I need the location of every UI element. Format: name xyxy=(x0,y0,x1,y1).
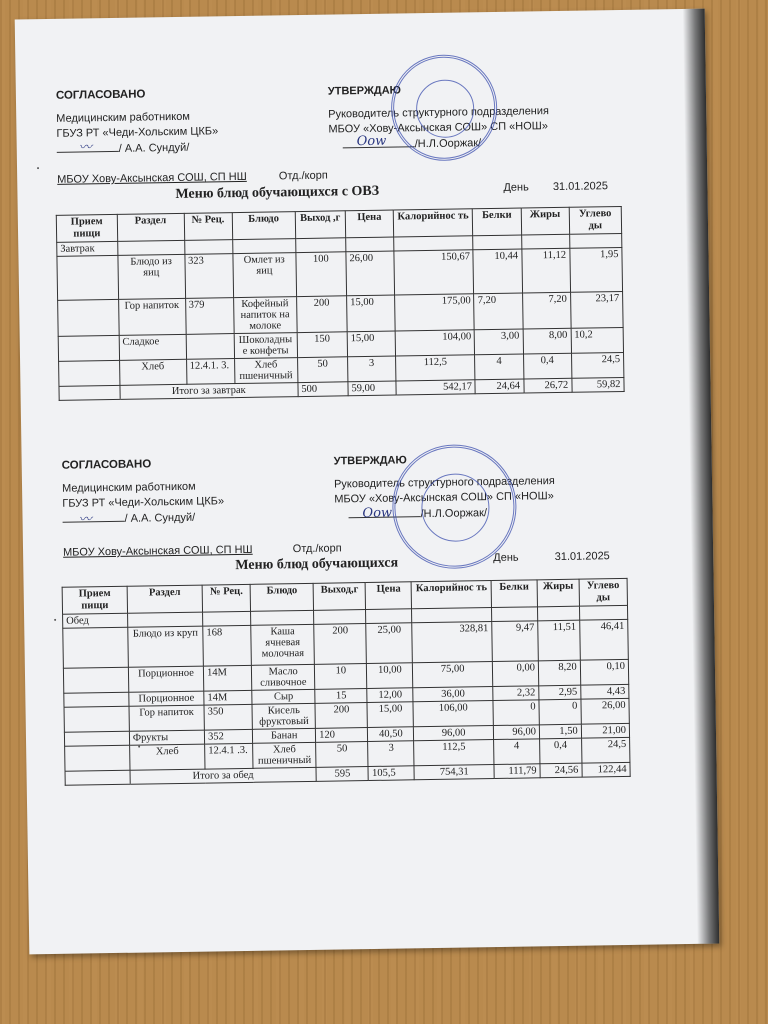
table-cell: 24,5 xyxy=(571,352,624,378)
signature-mark: 〰 xyxy=(78,140,92,156)
table-cell: Масло сливочное xyxy=(252,664,315,690)
col-header: № Рец. xyxy=(184,213,232,241)
col-header: Прием пищи xyxy=(56,214,117,242)
table-cell: 24,5 xyxy=(581,737,630,763)
table-cell: 323 xyxy=(184,254,233,299)
table-cell: 10,2 xyxy=(571,327,624,353)
director-signature-mark: Ооw xyxy=(356,133,387,150)
scan-speck xyxy=(37,167,39,169)
table-cell: 200 xyxy=(314,624,367,665)
table-cell: 379 xyxy=(185,298,234,335)
table-cell: 542,17 xyxy=(396,380,476,395)
table-cell: 122,44 xyxy=(582,762,630,777)
scan-shadow-edge xyxy=(683,9,720,944)
table-cell: 12.4.1. 3. xyxy=(186,359,234,385)
table-cell: 150 xyxy=(297,332,348,358)
table-cell: 0 xyxy=(539,699,581,725)
table-cell: 200 xyxy=(296,296,347,333)
document-sheet xyxy=(15,9,720,955)
table-cell: 3 xyxy=(348,356,396,382)
table-cell: 104,00 xyxy=(395,330,475,356)
col-header: Белки xyxy=(491,580,537,608)
table-cell: 3 xyxy=(368,741,414,767)
table-cell: Порционное xyxy=(128,666,204,692)
table-cell xyxy=(64,731,129,746)
menu-section-general xyxy=(61,449,662,782)
agreed-title: СОГЛАСОВАНО xyxy=(55,88,146,102)
table-cell xyxy=(65,745,130,771)
table-cell: 0,4 xyxy=(523,353,571,379)
table-cell xyxy=(58,299,119,336)
table-cell: 7,20 xyxy=(522,292,571,329)
table-cell: 26,00 xyxy=(581,698,630,724)
table-cell: 26,00 xyxy=(346,251,395,296)
col-header: Углево ды xyxy=(579,578,628,606)
table-cell xyxy=(59,360,120,386)
table-cell xyxy=(57,255,118,300)
table-cell: 0,00 xyxy=(492,661,538,687)
total-label: Итого за завтрак xyxy=(120,383,298,400)
table-cell xyxy=(58,335,119,361)
approve-line2: МБОУ «Хову-Аксынская СОШ» СП «НОШ» xyxy=(328,120,549,136)
table-cell: 328,81 xyxy=(412,622,492,663)
table-cell: 10 xyxy=(315,664,368,690)
table-cell: 8,00 xyxy=(523,328,571,354)
table-cell: Гор напиток xyxy=(118,298,185,335)
table-cell: 0,10 xyxy=(580,659,629,685)
col-header: Прием пищи xyxy=(62,586,127,614)
day-line xyxy=(493,550,610,564)
table-cell: 96,00 xyxy=(493,725,539,740)
day-label: День xyxy=(503,181,529,194)
col-header: Калорийнос ть xyxy=(393,209,473,237)
table-cell: 11,12 xyxy=(521,248,570,293)
school-line xyxy=(57,170,328,186)
table-cell: 1,50 xyxy=(539,724,581,739)
table-cell: 0,4 xyxy=(540,738,582,764)
table-cell: 3,00 xyxy=(475,329,523,355)
school-name: МБОУ Хову-Аксынская СОШ, СП НШ xyxy=(57,170,247,186)
table-cell: 10,44 xyxy=(473,249,522,294)
table-cell: Хлеб пшеничный xyxy=(234,358,298,384)
table-cell: 15,00 xyxy=(367,702,413,728)
table-cell: 0 xyxy=(493,700,539,726)
table-cell: 23,17 xyxy=(570,291,623,328)
menu-title: Меню блюд обучающихся xyxy=(235,555,399,574)
col-header: Калорийнос ть xyxy=(412,581,492,609)
table-cell xyxy=(186,334,234,360)
table-cell: 15,00 xyxy=(347,331,395,357)
approve-sign: /Н.Л.Ооржак/ xyxy=(414,137,482,151)
agreed-title: СОГЛАСОВАНО xyxy=(61,458,152,472)
approve-sign: /Н.Л.Ооржак/ xyxy=(420,507,488,521)
table-cell: 12.4.1 .3. xyxy=(205,743,253,769)
agreed-line1: Медицинским работником xyxy=(56,110,190,125)
table-cell: Хлеб пшеничный xyxy=(253,742,316,768)
col-header: Углево ды xyxy=(569,206,622,234)
table-cell: 168 xyxy=(203,625,252,666)
menu-table xyxy=(62,578,631,786)
table-cell: Хлеб xyxy=(119,359,186,385)
table-cell: 111,79 xyxy=(494,764,540,779)
approve-title: УТВЕРЖДАЮ xyxy=(333,454,407,468)
round-stamp xyxy=(391,444,517,570)
col-header: Цена xyxy=(345,210,393,238)
table-cell: 106,00 xyxy=(413,701,493,727)
table-cell: 14М xyxy=(204,665,252,691)
table-cell xyxy=(63,627,128,668)
table-cell: Сыр xyxy=(252,689,315,704)
menu-date: 31.01.2025 xyxy=(554,550,610,564)
table-cell: 9,47 xyxy=(492,621,539,662)
table-cell: 100 xyxy=(296,252,347,297)
agreed-line2: ГБУЗ РТ «Чеди-Хольским ЦКБ» xyxy=(56,125,219,140)
col-header: Цена xyxy=(366,582,412,610)
table-cell: 26,72 xyxy=(523,378,571,393)
col-header: Жиры xyxy=(521,207,569,235)
table-cell: 11,51 xyxy=(538,620,580,661)
meal-label: Обед xyxy=(63,613,128,628)
scan-speck xyxy=(54,619,56,621)
table-cell: 4 xyxy=(494,739,540,765)
col-header: Раздел xyxy=(117,213,184,241)
table-cell: Шоколадны е конфеты xyxy=(234,333,298,359)
table-cell: 595 xyxy=(316,767,368,782)
menu-section-ovz xyxy=(55,79,656,398)
table-cell: 175,00 xyxy=(395,294,475,331)
table-cell: 14М xyxy=(204,690,252,705)
menu-date: 31.01.2025 xyxy=(552,180,609,194)
table-cell: 105,5 xyxy=(368,766,414,781)
table-cell: Фрукты xyxy=(129,730,205,745)
table-cell xyxy=(63,667,128,693)
table-cell: Банан xyxy=(253,728,316,743)
table-cell: 150,67 xyxy=(394,250,474,295)
agreed-line1: Медицинским работником xyxy=(61,480,196,495)
table-cell: 75,00 xyxy=(413,662,493,688)
approve-line2: МБОУ «Хову-Аксынская СОШ» СП «НОШ» xyxy=(334,490,554,506)
signature-mark: 〰 xyxy=(78,512,92,528)
table-cell: Каша ячневая молочная xyxy=(251,624,315,665)
table-cell: Порционное xyxy=(129,691,205,706)
table-cell: 200 xyxy=(315,703,368,729)
scan-speck xyxy=(138,746,140,748)
total-label: Итого за обед xyxy=(130,767,317,784)
table-cell: Блюдо из яиц xyxy=(118,254,186,299)
table-cell: Блюдо из круп xyxy=(128,626,204,667)
col-header: Раздел xyxy=(127,585,203,613)
col-header: Блюдо xyxy=(232,212,296,240)
table-cell: 25,00 xyxy=(366,623,413,664)
approve-title: УТВЕРЖДАЮ xyxy=(327,84,402,98)
col-header: № Рец. xyxy=(202,584,251,612)
table-cell: 59,82 xyxy=(572,377,625,392)
table-cell: 4 xyxy=(475,354,523,380)
table-cell: 754,31 xyxy=(414,765,494,780)
col-header: Белки xyxy=(473,208,521,236)
table-cell: 50 xyxy=(316,742,369,768)
table-cell: 112,5 xyxy=(414,740,494,766)
col-header: Жиры xyxy=(537,579,579,607)
meal-label: Завтрак xyxy=(57,241,118,256)
table-cell: 59,00 xyxy=(348,381,396,396)
table-cell: Гор напиток xyxy=(129,705,205,731)
table-cell: 21,00 xyxy=(581,723,629,738)
otd-label: Отд./корп xyxy=(278,169,328,183)
table-cell: 24,64 xyxy=(475,379,523,394)
table-cell xyxy=(64,706,129,732)
table-cell: 120 xyxy=(316,728,368,743)
table-cell: Омлет из яиц xyxy=(233,253,297,298)
table-cell: 24,56 xyxy=(540,763,582,778)
table-cell: 500 xyxy=(298,382,348,397)
agreed-sign: / А.А. Сундуй/ xyxy=(124,511,196,525)
menu-title: Меню блюд обучающихся с ОВЗ xyxy=(175,183,380,202)
col-header: Блюдо xyxy=(250,583,313,611)
day-line xyxy=(503,180,608,194)
table-cell: 7,20 xyxy=(474,293,523,330)
otd-label: Отд./корп xyxy=(292,542,342,556)
table-cell xyxy=(64,692,129,707)
menu-table xyxy=(56,206,625,401)
table-cell: 112,5 xyxy=(396,355,476,381)
table-cell: 10,00 xyxy=(367,663,413,689)
table-cell: 96,00 xyxy=(414,726,494,741)
table-cell: 40,50 xyxy=(368,727,414,742)
table-cell: 15,00 xyxy=(347,295,396,332)
school-name: МБОУ Хову-Аксынская СОШ, СП НШ xyxy=(62,543,253,559)
col-header: Выход,г xyxy=(313,583,366,611)
table-cell: 8,20 xyxy=(538,660,580,686)
director-signature-mark: Ооw xyxy=(362,505,393,522)
table-cell: 4,43 xyxy=(581,684,629,699)
table-cell: 1,95 xyxy=(570,247,623,292)
table-cell: 2,32 xyxy=(493,686,539,701)
approve-line1: Руководитель структурного подразделения xyxy=(333,475,555,491)
table-cell: 15 xyxy=(315,689,367,704)
agreed-line2: ГБУЗ РТ «Чеди-Хольским ЦКБ» xyxy=(62,495,225,510)
approve-line1: Руководитель структурного подразделения xyxy=(328,105,550,121)
agreed-sign: / А.А. Сундуй/ xyxy=(118,141,190,155)
table-cell: 12,00 xyxy=(367,688,413,703)
col-header: Выход ,г xyxy=(295,211,346,239)
table-cell: Кисель фруктовый xyxy=(252,703,315,729)
table-cell: 50 xyxy=(297,357,348,383)
day-label: День xyxy=(493,551,519,565)
table-cell: 352 xyxy=(205,729,253,744)
table-cell: Сладкое xyxy=(119,334,186,360)
table-cell: Кофейный напиток на молоке xyxy=(233,297,297,334)
table-cell: 46,41 xyxy=(580,619,629,660)
table-cell: 2,95 xyxy=(539,685,581,700)
table-cell: 36,00 xyxy=(413,687,493,702)
table-cell: 350 xyxy=(204,704,252,730)
table-cell: Хлеб xyxy=(129,744,205,770)
